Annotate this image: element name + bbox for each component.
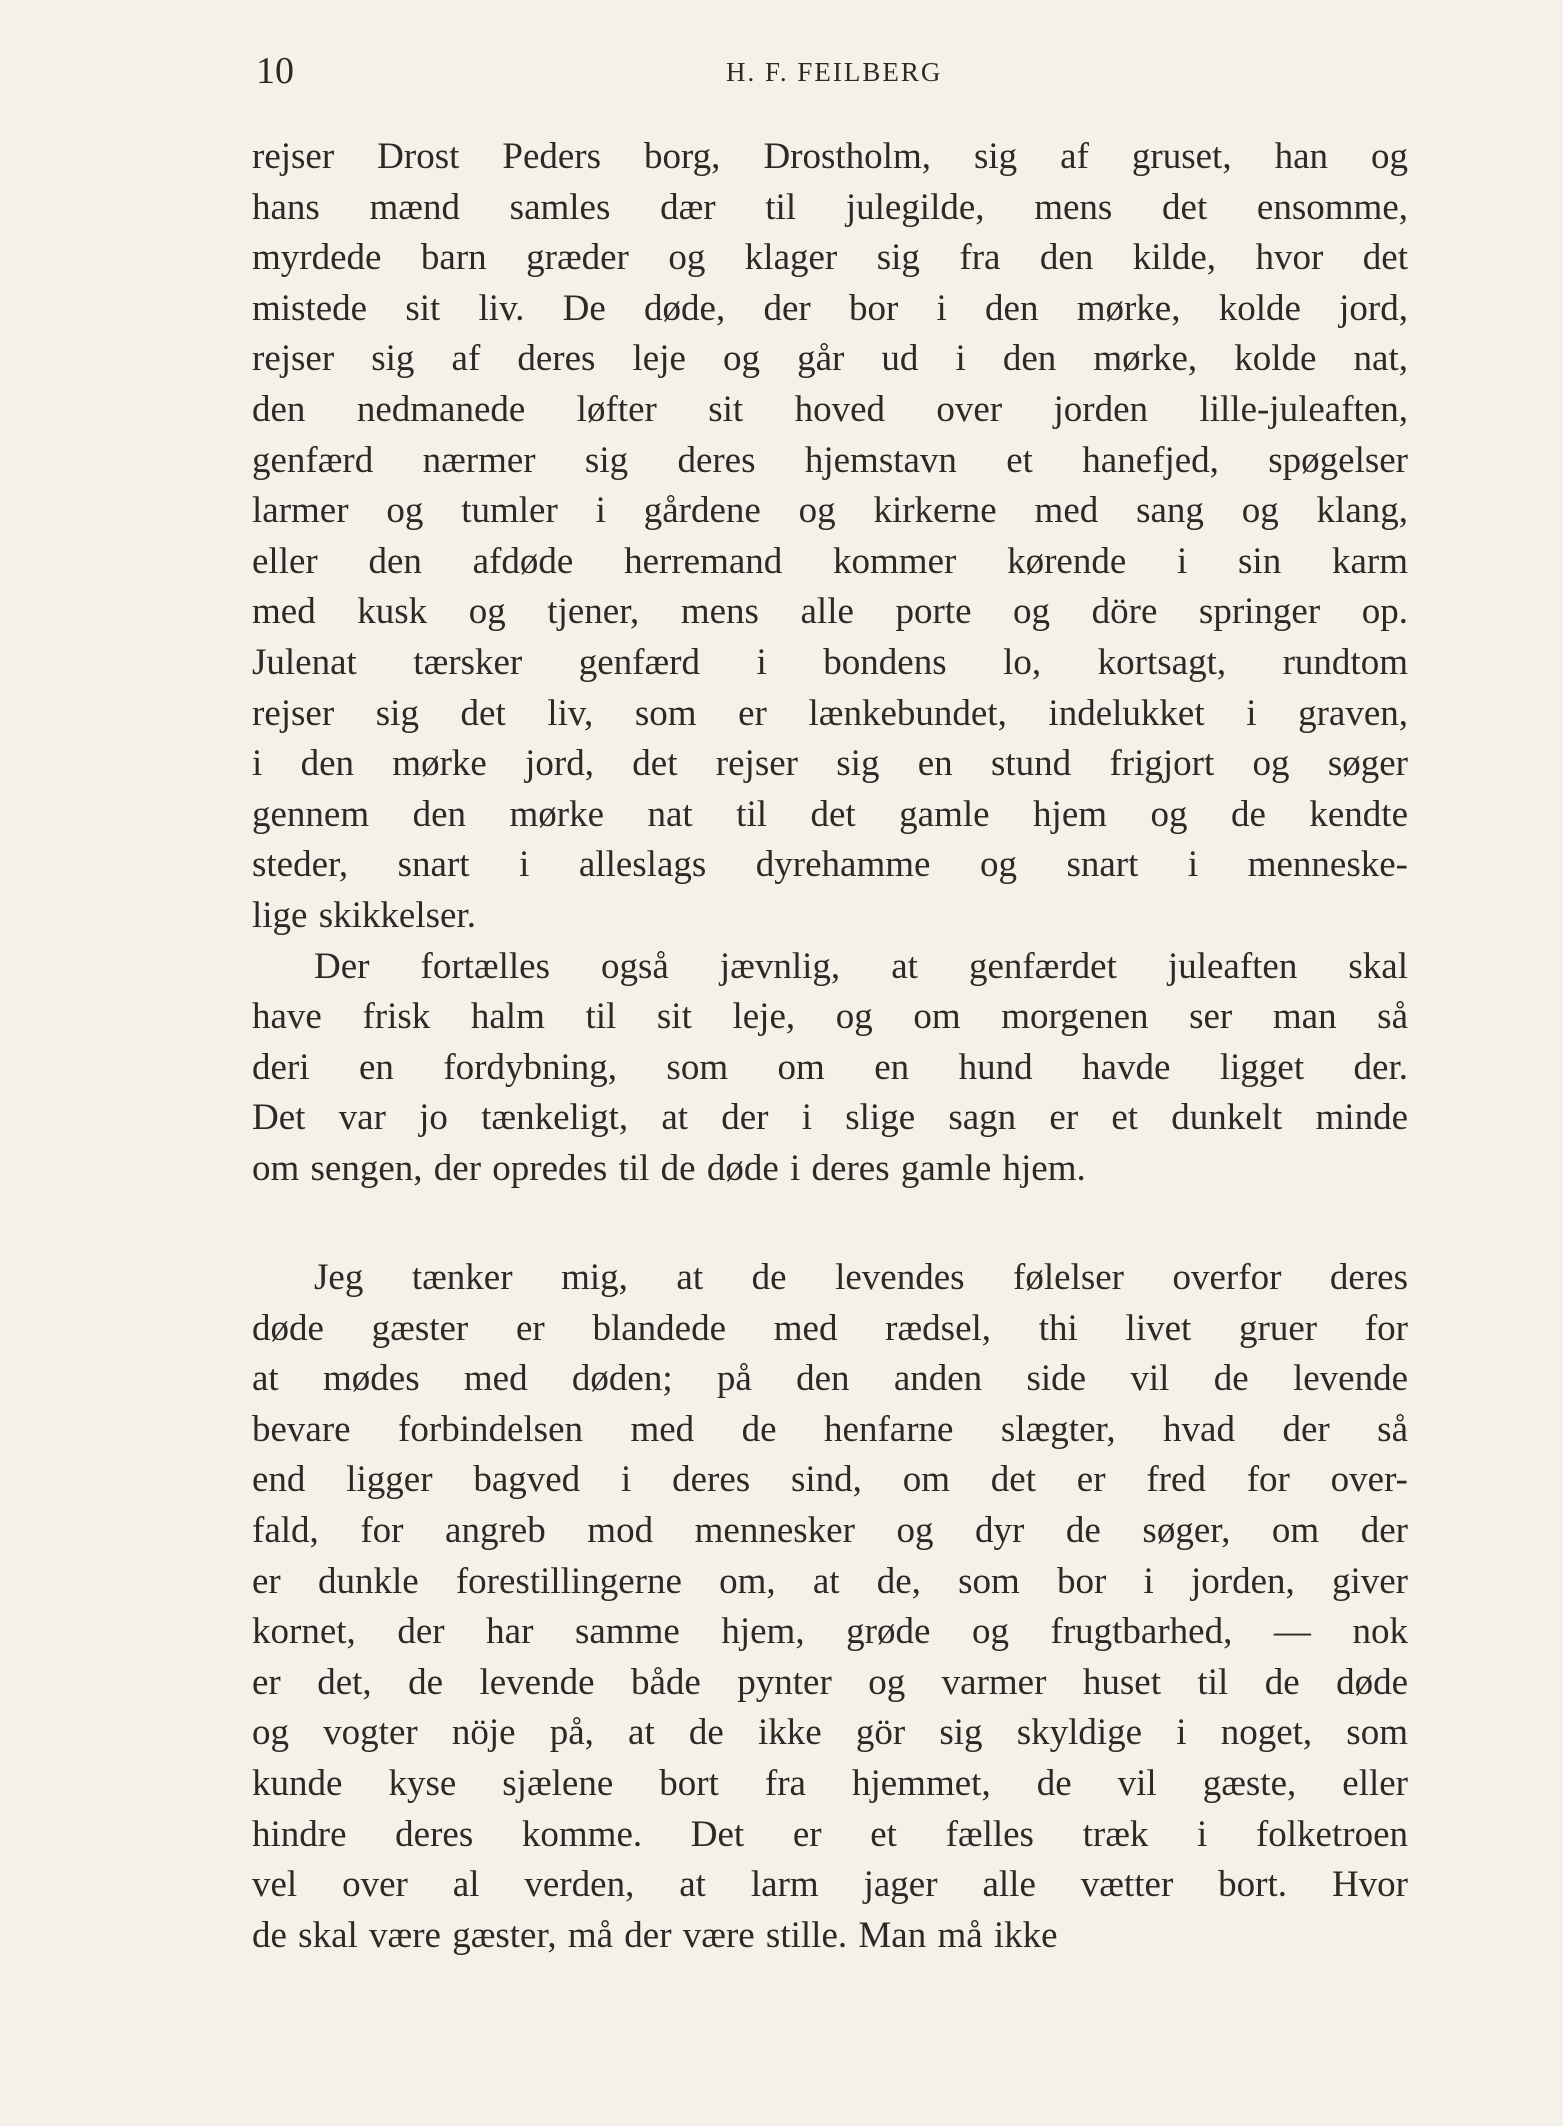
text-line: er det, de levende både pynter og varmer huset til de døde <box>252 1661 1408 1703</box>
text-line: rejser sig af deres leje og går ud i den mørke, kolde nat, <box>252 338 1408 380</box>
text-line: steder, snart i alleslags dyrehamme og snart i menneske- <box>252 844 1408 886</box>
text-line: larmer og tumler i gårdene og kirkerne med sang og klang, <box>252 490 1408 532</box>
paragraph-1 <box>252 132 1408 942</box>
text-line: og vogter nöje på, at de ikke gör sig skyldige i noget, som <box>252 1712 1408 1754</box>
text-line: døde gæster er blandede med rædsel, thi livet gruer for <box>252 1307 1408 1349</box>
text-line: Julenat tærsker genfærd i bondens lo, kortsagt, rundtom <box>252 641 1408 683</box>
text-line: gennem den mørke nat til det gamle hjem og de kendte <box>252 793 1408 835</box>
text-line: med kusk og tjener, mens alle porte og döre springer op. <box>252 591 1408 633</box>
text-line: hans mænd samles dær til julegilde, mens det ensomme, <box>252 186 1408 228</box>
text-line: kunde kyse sjælene bort fra hjemmet, de vil gæste, eller <box>252 1762 1408 1804</box>
text-line: fald, for angreb mod mennesker og dyr de søger, om der <box>252 1509 1408 1551</box>
paragraph-2 <box>252 942 1408 1195</box>
text-line: er dunkle forestillingerne om, at de, som bor i jorden, giver <box>252 1560 1408 1602</box>
text-line: den nedmanede løfter sit hoved over jorden lille-juleaften, <box>252 388 1408 430</box>
text-line: vel over al verden, at larm jager alle vætter bort. Hvor <box>252 1864 1408 1906</box>
text-line: genfærd nærmer sig deres hjemstavn et hanefjed, spøgelser <box>252 439 1408 481</box>
text-line: i den mørke jord, det rejser sig en stund frigjort og søger <box>252 743 1408 785</box>
text-line: hindre deres komme. Det er et fælles træk i folketroen <box>252 1813 1408 1855</box>
text-line: Der fortælles også jævnlig, at genfærdet juleaften skal <box>314 945 1408 987</box>
page-number: 10 <box>256 50 294 92</box>
text-line: bevare forbindelsen med de henfarne slægter, hvad der så <box>252 1408 1408 1450</box>
text-line: rejser Drost Peders borg, Drostholm, sig af gruset, han og <box>252 136 1408 177</box>
text-line: Jeg tænker mig, at de levendes følelser overfor deres <box>314 1257 1408 1298</box>
text-line: have frisk halm til sit leje, og om morgenen ser man så <box>252 996 1408 1038</box>
text-block-lower <box>252 1253 1408 1961</box>
text-line: eller den afdøde herremand kommer kørende i sin karm <box>252 540 1408 582</box>
paragraph-3 <box>252 1253 1408 1961</box>
running-header <box>256 46 1406 96</box>
text-block-upper <box>252 132 1408 1194</box>
text-line: rejser sig det liv, som er lænkebundet, indelukket i graven, <box>252 692 1408 734</box>
text-line: at mødes med døden; på den anden side vil de levende <box>252 1358 1408 1400</box>
text-line: kornet, der har samme hjem, grøde og frugtbarhed, — nok <box>252 1611 1408 1653</box>
text-line: om sengen, der opredes til de døde i deres gamle hjem. <box>252 1147 1086 1189</box>
text-line: de skal være gæster, må der være stille. Man må ikke <box>252 1914 1058 1956</box>
running-title: H. F. FEILBERG <box>726 57 943 87</box>
text-line: end ligger bagved i deres sind, om det er fred for over- <box>252 1459 1408 1501</box>
text-line: deri en fordybning, som om en hund havde ligget der. <box>252 1046 1408 1088</box>
text-line: mistede sit liv. De døde, der bor i den mørke, kolde jord, <box>252 287 1408 329</box>
text-line: lige skikkelser. <box>252 894 476 936</box>
text-line: Det var jo tænkeligt, at der i slige sagn er et dunkelt minde <box>252 1097 1408 1139</box>
text-line: myrdede barn græder og klager sig fra den kilde, hvor det <box>252 237 1408 279</box>
